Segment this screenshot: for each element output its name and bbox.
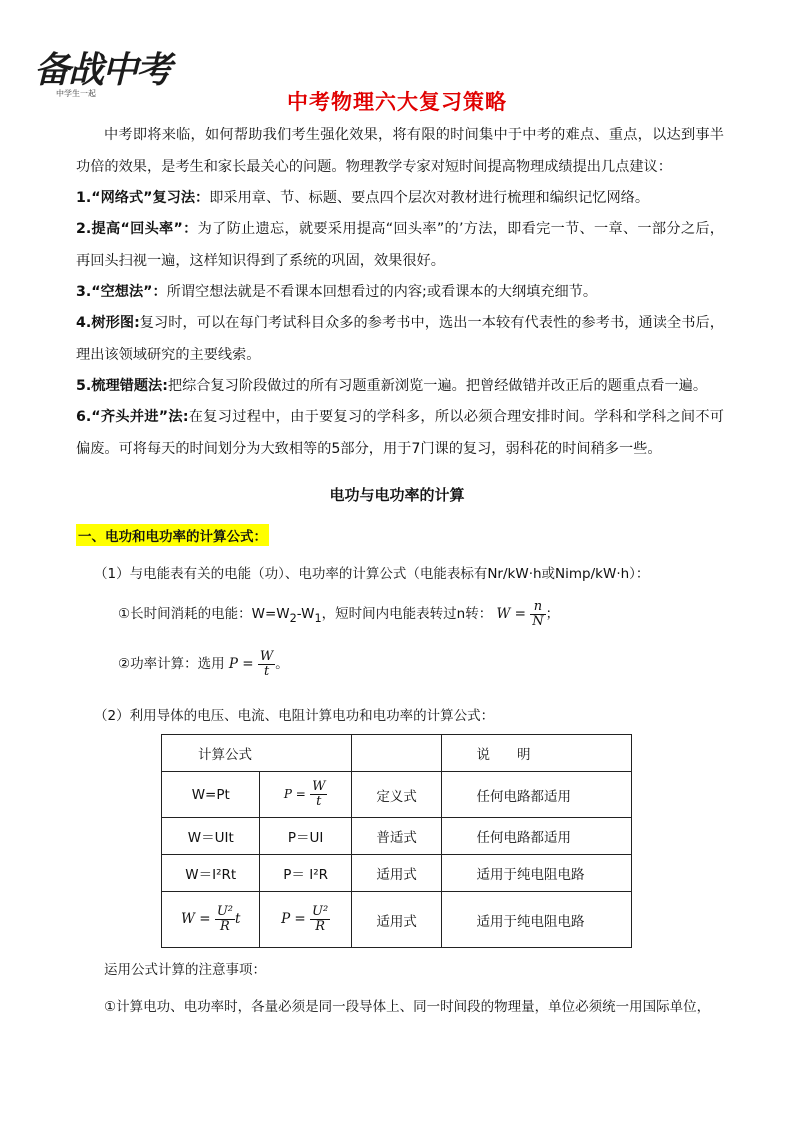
cell-type: 适用式: [351, 892, 442, 948]
item-1b-lhs: P =: [228, 656, 254, 673]
strategy-2-body: 为了防止遗忘，就要采用提高“回头率”的’方法，即看完一节、一章、一部分之后，再回头扫视一遍，这样知识得到了系统的巩固，效果很好。: [76, 221, 724, 269]
cell-p-lhs: P =: [281, 911, 306, 928]
note-1: ①计算电功、电功率时，各量必须是同一段导体上、同一时间段的物理量，单位必须统一用国际单位，: [104, 999, 711, 1015]
strategy-6-head: 6.“齐头并进”法:: [76, 409, 189, 425]
strategy-5-body: 把综合复习阶段做过的所有习题重新浏览一遍。把曾经做错并改正后的题重点看一遍。: [167, 378, 708, 394]
item-1a-lhs: W =: [496, 606, 526, 623]
table-row: [162, 855, 632, 892]
strategy-6: [76, 402, 724, 465]
strategy-1: [76, 183, 724, 215]
table-header-row: [162, 735, 632, 772]
item-1a: [118, 600, 559, 628]
item-2: （2）利用导体的电压、电流、电阻计算电功和电功率的计算公式：: [94, 708, 495, 724]
item-1a-sub1: 1: [314, 611, 322, 625]
logo-subtext: 中学生一起: [56, 89, 96, 98]
subsection-heading: 一、电功和电功率的计算公式：: [76, 524, 269, 546]
notes-title: 运用公式计算的注意事项：: [104, 962, 266, 978]
cell-w: W=Pt: [162, 772, 260, 818]
table-row: [162, 818, 632, 855]
strategy-1-head: 1.“网络式”复习法：: [76, 190, 210, 206]
cell-p: [260, 772, 351, 818]
section-title: 电功与电功率的计算: [329, 486, 465, 504]
intro-paragraph: 中考即将来临，如何帮助我们考生强化效果，将有限的时间集中于中考的难点、重点，以达到事半功倍的效果，是考生和家长最关心的问题。物理教学专家对短时间提高物理成绩提出几点建议：: [76, 127, 724, 175]
item-1a-mid: -W: [296, 606, 315, 623]
frac-den: N: [532, 613, 544, 629]
frac-den: t: [263, 663, 270, 679]
item-1a-prefix: ①长时间消耗的电能：W=W: [118, 606, 290, 623]
frac-num: n: [530, 600, 545, 615]
strategy-6-body: 在复习过程中，由于要复习的学科多，所以必须合理安排时间。学科和学科之间不可偏废。可将每天的时间划分为大致相等的5部分，用于7门课的复习，弱科花的时间稍多一些。: [76, 409, 724, 457]
frac-den: R: [315, 919, 326, 934]
item-1b-end: 。: [275, 656, 289, 673]
fraction-W-over-t: [258, 650, 275, 678]
strategy-1-body: 即采用章、节、标题、要点四个层次对教材进行梳理和编织记忆网络。: [209, 190, 650, 206]
fraction-U2-over-R: [310, 905, 330, 933]
header-note: 说 明: [442, 735, 632, 772]
table-row: [162, 892, 632, 948]
strategy-3-head: 3.“空想法”：: [76, 284, 167, 300]
frac-num: U²: [312, 904, 329, 920]
cell-w-lhs: W =: [181, 911, 211, 928]
table-row: [162, 772, 632, 818]
cell-note: 适用于纯电阻电路: [442, 855, 632, 892]
header-formula: 计算公式: [162, 735, 352, 772]
cell-w: W＝UIt: [162, 818, 260, 855]
item-1b-prefix: ②功率计算：选用: [118, 656, 225, 673]
strategy-5: [76, 371, 724, 403]
header-type: [351, 735, 442, 772]
frac-den: t: [316, 794, 322, 809]
strategy-4-head: 4.树形图:: [76, 315, 140, 331]
strategy-3: [76, 277, 724, 309]
logo-text: 备战中考: [34, 50, 171, 91]
cell-type: 定义式: [351, 772, 442, 818]
cell-type: 普适式: [351, 818, 442, 855]
cell-note: 任何电路都适用: [442, 818, 632, 855]
cell-p: P＝ I²R: [260, 855, 351, 892]
strategy-2-head: 2.提高“回头率”：: [76, 221, 198, 237]
cell-w: W＝I²Rt: [162, 855, 260, 892]
item-1a-end: ；: [545, 606, 560, 623]
cell-type: 适用式: [351, 855, 442, 892]
item-1: （1）与电能表有关的电能（功）、电功率的计算公式（电能表标有Nr/kW·h或Nimp/kW·h）：: [94, 566, 650, 582]
item-1a-rest: ，短时间内电能表转过n转：: [321, 606, 493, 623]
page-title: 中考物理六大复习策略: [287, 90, 507, 114]
strategy-4-body: 复习时，可以在每门考试科目众多的参考书中，选出一本较有代表性的参考书，通读全书后，理出该领域研究的主要线索。: [76, 315, 724, 363]
fraction-U2-over-R: [215, 905, 235, 933]
cell-note: 任何电路都适用: [442, 772, 632, 818]
strategy-2: [76, 214, 724, 277]
frac-num: U²: [216, 904, 233, 920]
strategy-5-head: 5.梳理错题法:: [76, 378, 168, 394]
item-1b: [118, 650, 289, 678]
cell-p: [260, 892, 351, 948]
cell-w: [162, 892, 260, 948]
frac-den: R: [220, 919, 230, 934]
fraction-W-over-t: [310, 780, 327, 808]
cell-w-tail: t: [235, 911, 241, 928]
strategy-4: [76, 308, 724, 371]
item-1a-sub2: 2: [289, 611, 297, 625]
cell-p: P＝UI: [260, 818, 351, 855]
fraction-n-over-N: [530, 600, 545, 628]
cell-p-lhs: P =: [283, 787, 306, 802]
strategy-3-body: 所谓空想法就是不看课本回想看过的内容;或看课本的大纲填充细节。: [166, 284, 598, 300]
formula-table: [161, 734, 632, 948]
frac-num: W: [312, 779, 326, 795]
frac-num: W: [259, 649, 274, 664]
cell-note: 适用于纯电阻电路: [442, 892, 632, 948]
